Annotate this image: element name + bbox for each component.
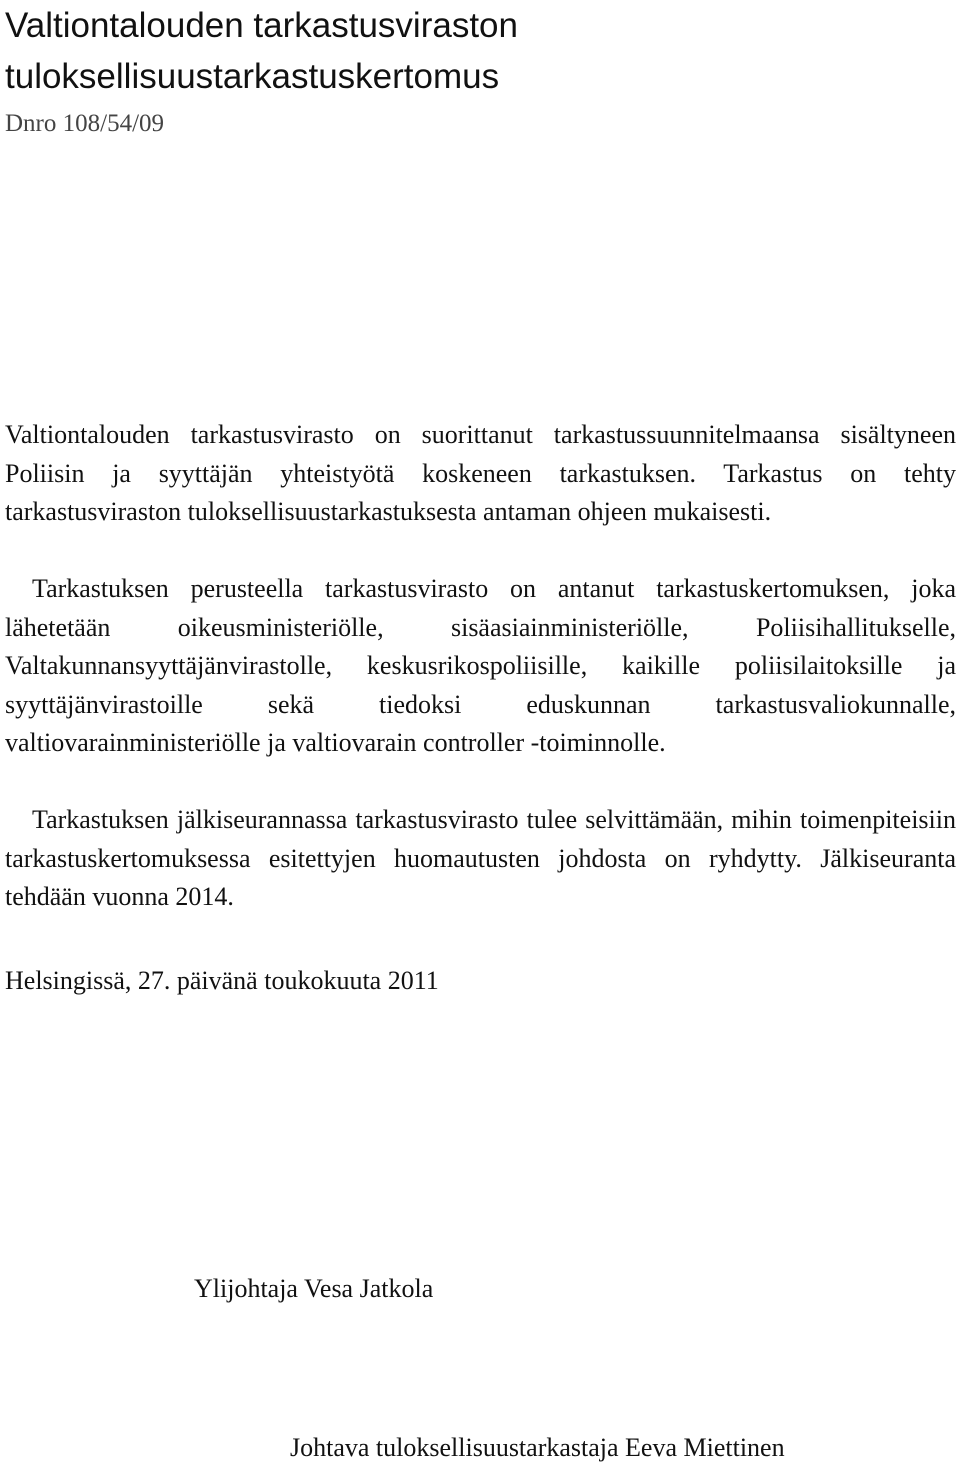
signature-director-general: Ylijohtaja Vesa Jatkola — [194, 1274, 434, 1303]
place-and-date: Helsingissä, 27. päivänä toukokuuta 2011 — [5, 966, 439, 995]
reference-number: Dnro 108/54/09 — [5, 110, 165, 137]
document-title-line-2: tuloksellisuustarkastuskertomus — [5, 57, 500, 96]
document-title-line-1: Valtiontalouden tarkastusviraston — [5, 6, 518, 45]
paragraph-follow-up: Tarkastuksen jälkiseurannassa tarkastusvirasto tulee selvittämään, mihin toimenpiteisiin tarkastuskertomuksessa esitettyjen huomautusten johdosta on ryhdytty. Jälkiseuranta tehdään vuonna 2014. — [5, 805, 956, 911]
paragraph-distribution: Tarkastuksen perusteella tarkastusvirasto on antanut tarkastuskertomuksen, joka lähetetään oikeusministeriölle, sisäasiainministeriölle, Poliisihallitukselle, Valtakunnansyyttäjänvirastolle, keskusrikospoliisille, kaikille poliisilaitoksille ja syyttäjänvirastoille sekä tiedoksi eduskunnan tarkastusvaliokunnalle, valtiovarainministeriölle ja valtiovarain controller -toiminnolle. — [5, 574, 956, 757]
signature-principal-auditor: Johtava tuloksellisuustarkastaja Eeva Miettinen — [290, 1433, 785, 1462]
paragraph-intro: Valtiontalouden tarkastusvirasto on suorittanut tarkastussuunnitelmaansa sisältyneen Poliisin ja syyttäjän yhteistyötä koskeneen tarkastuksen. Tarkastus on tehty tarkastusviraston tuloksellisuustarkastuksesta antaman ohjeen mukaisesti. — [5, 420, 956, 526]
document-title — [5, 0, 925, 102]
